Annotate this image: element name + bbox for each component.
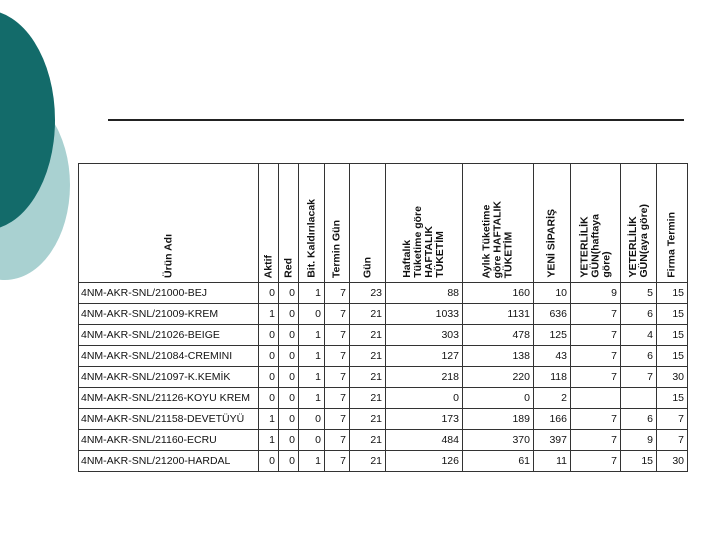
column-header-line: TÜKETİM xyxy=(502,231,515,278)
table-cell: 7 xyxy=(657,409,688,430)
table-cell: 0 xyxy=(299,430,325,451)
table-cell: 1 xyxy=(299,388,325,409)
table-cell: 636 xyxy=(534,304,571,325)
table-cell: 1 xyxy=(299,367,325,388)
table-cell: 61 xyxy=(463,451,534,472)
column-header-label xyxy=(163,234,174,278)
product-name-cell: 4NM-AKR-SNL/21160-ECRU xyxy=(79,430,259,451)
column-header-line: TÜKETİM xyxy=(434,231,447,278)
table-row xyxy=(79,283,688,304)
column-header-line: Termin Gün xyxy=(330,219,343,278)
column-header-label xyxy=(579,214,612,278)
table-cell: 303 xyxy=(386,325,463,346)
table-cell: 21 xyxy=(350,304,386,325)
table-cell: 21 xyxy=(350,367,386,388)
table-cell: 30 xyxy=(657,367,688,388)
column-header-line: GÜN(haftaya xyxy=(588,214,601,278)
product-name-cell: 4NM-AKR-SNL/21026-BEIGE xyxy=(79,325,259,346)
table-cell: 21 xyxy=(350,346,386,367)
column-header-line: Bit. Kaldırılacak xyxy=(304,199,317,278)
column-header-label xyxy=(627,204,649,278)
table-cell: 7 xyxy=(571,346,621,367)
table-cell: 0 xyxy=(279,388,299,409)
table-row xyxy=(79,451,688,472)
table-row xyxy=(79,430,688,451)
column-header xyxy=(621,164,657,283)
column-header-line: Firma Termin xyxy=(665,212,678,278)
product-name-cell: 4NM-AKR-SNL/21200-HARDAL xyxy=(79,451,259,472)
table-cell: 15 xyxy=(657,346,688,367)
table-cell: 189 xyxy=(463,409,534,430)
table-cell: 0 xyxy=(279,409,299,430)
column-header-label xyxy=(283,258,294,278)
table-cell: 7 xyxy=(571,325,621,346)
table-cell: 7 xyxy=(657,430,688,451)
table-cell: 7 xyxy=(621,367,657,388)
table-cell: 1 xyxy=(259,409,279,430)
table-cell: 21 xyxy=(350,325,386,346)
table-cell: 166 xyxy=(534,409,571,430)
column-header-line: YENİ SİPARİŞ xyxy=(545,209,558,278)
column-header-line: Haftalık xyxy=(400,240,413,278)
title-divider xyxy=(108,119,684,121)
table-cell: 0 xyxy=(279,430,299,451)
table-cell: 127 xyxy=(386,346,463,367)
column-header-label xyxy=(331,220,342,278)
table-cell: 478 xyxy=(463,325,534,346)
table-cell: 2 xyxy=(534,388,571,409)
column-header-line: Aylık Tüketime xyxy=(480,204,493,278)
table-cell: 1 xyxy=(259,304,279,325)
column-header xyxy=(534,164,571,283)
column-header-label xyxy=(362,257,373,278)
column-header xyxy=(79,164,259,283)
table-cell: 21 xyxy=(350,388,386,409)
column-header-line: göre) xyxy=(600,251,613,278)
table-cell: 7 xyxy=(325,388,350,409)
column-header xyxy=(259,164,279,283)
table-cell: 7 xyxy=(325,325,350,346)
table-cell: 7 xyxy=(571,304,621,325)
table-cell: 0 xyxy=(279,346,299,367)
table-cell: 9 xyxy=(621,430,657,451)
table-cell: 1 xyxy=(299,451,325,472)
product-name-cell: 4NM-AKR-SNL/21097-K.KEMİK xyxy=(79,367,259,388)
table-cell: 7 xyxy=(571,367,621,388)
column-header-label xyxy=(666,212,677,278)
table-cell xyxy=(571,388,621,409)
column-header-label xyxy=(306,199,317,278)
table-cell: 0 xyxy=(279,451,299,472)
table-cell: 218 xyxy=(386,367,463,388)
table-cell: 0 xyxy=(279,283,299,304)
column-header-line: göre HAFTALIK xyxy=(491,200,504,278)
table-cell: 0 xyxy=(386,388,463,409)
table-cell: 0 xyxy=(279,367,299,388)
table-cell: 160 xyxy=(463,283,534,304)
table-cell: 7 xyxy=(325,346,350,367)
table-cell: 1 xyxy=(299,283,325,304)
product-name-cell: 4NM-AKR-SNL/21126-KOYU KREM xyxy=(79,388,259,409)
table-cell: 0 xyxy=(299,409,325,430)
column-header-label xyxy=(546,209,557,278)
table-cell: 6 xyxy=(621,409,657,430)
table-cell: 23 xyxy=(350,283,386,304)
table-cell: 173 xyxy=(386,409,463,430)
table-cell: 7 xyxy=(571,430,621,451)
column-header xyxy=(325,164,350,283)
table-cell: 88 xyxy=(386,283,463,304)
table-cell: 0 xyxy=(259,325,279,346)
table-cell: 0 xyxy=(259,388,279,409)
table-cell: 7 xyxy=(571,409,621,430)
table-row xyxy=(79,367,688,388)
table-cell: 397 xyxy=(534,430,571,451)
column-header xyxy=(463,164,534,283)
table-cell: 15 xyxy=(657,283,688,304)
table-cell: 138 xyxy=(463,346,534,367)
order-table xyxy=(78,163,688,472)
table-row xyxy=(79,388,688,409)
column-header-line: YETERLİLİK xyxy=(626,216,639,278)
table-cell: 370 xyxy=(463,430,534,451)
table-cell: 484 xyxy=(386,430,463,451)
table-cell: 15 xyxy=(621,451,657,472)
table-cell: 9 xyxy=(571,283,621,304)
table-cell: 0 xyxy=(259,283,279,304)
table-cell: 0 xyxy=(279,325,299,346)
column-header-line: Tüketime göre xyxy=(411,206,424,278)
column-header xyxy=(571,164,621,283)
column-header-line: Ürün Adı xyxy=(161,234,174,278)
table-cell: 0 xyxy=(259,346,279,367)
table-cell: 21 xyxy=(350,430,386,451)
table-cell: 7 xyxy=(325,283,350,304)
table-cell: 7 xyxy=(571,451,621,472)
column-header-line: GÜN(aya göre) xyxy=(637,204,650,278)
table-cell: 30 xyxy=(657,451,688,472)
column-header xyxy=(279,164,299,283)
table-cell: 43 xyxy=(534,346,571,367)
table-cell: 15 xyxy=(657,325,688,346)
table-row xyxy=(79,304,688,325)
column-header-line: Aktif xyxy=(261,254,274,278)
column-header-label xyxy=(263,255,274,278)
column-header-line: Gün xyxy=(360,257,373,278)
table-cell: 21 xyxy=(350,409,386,430)
table-cell: 220 xyxy=(463,367,534,388)
table-cell: 126 xyxy=(386,451,463,472)
table-cell: 1 xyxy=(299,346,325,367)
table-cell: 7 xyxy=(325,451,350,472)
table-cell: 125 xyxy=(534,325,571,346)
table-row xyxy=(79,325,688,346)
column-header xyxy=(299,164,325,283)
table-cell: 0 xyxy=(259,451,279,472)
table-cell: 10 xyxy=(534,283,571,304)
table-cell: 6 xyxy=(621,304,657,325)
table-cell: 1131 xyxy=(463,304,534,325)
table-cell xyxy=(621,388,657,409)
table-cell: 7 xyxy=(325,409,350,430)
table-cell: 7 xyxy=(325,304,350,325)
product-name-cell: 4NM-AKR-SNL/21084-CREMINI xyxy=(79,346,259,367)
table-row xyxy=(79,346,688,367)
table-cell: 1 xyxy=(259,430,279,451)
table-cell: 1 xyxy=(299,325,325,346)
table-cell: 7 xyxy=(325,367,350,388)
product-name-cell: 4NM-AKR-SNL/21009-KREM xyxy=(79,304,259,325)
table-cell: 15 xyxy=(657,388,688,409)
table-cell: 0 xyxy=(299,304,325,325)
column-header-line: YETERLİLİK xyxy=(577,216,590,278)
column-header xyxy=(386,164,463,283)
table-cell: 21 xyxy=(350,451,386,472)
table-header-row xyxy=(79,164,688,283)
table-row xyxy=(79,409,688,430)
column-header xyxy=(350,164,386,283)
table-cell: 15 xyxy=(657,304,688,325)
column-header-line: Red xyxy=(281,258,294,278)
column-header-label xyxy=(402,206,446,278)
product-name-cell: 4NM-AKR-SNL/21158-DEVETÜYÜ xyxy=(79,409,259,430)
table-cell: 0 xyxy=(463,388,534,409)
product-name-cell: 4NM-AKR-SNL/21000-BEJ xyxy=(79,283,259,304)
column-header-label xyxy=(481,201,514,278)
table-cell: 5 xyxy=(621,283,657,304)
table-cell: 0 xyxy=(259,367,279,388)
table-cell: 4 xyxy=(621,325,657,346)
table-cell: 1033 xyxy=(386,304,463,325)
table-cell: 11 xyxy=(534,451,571,472)
table-cell: 7 xyxy=(325,430,350,451)
table-cell: 0 xyxy=(279,304,299,325)
column-header-line: HAFTALIK xyxy=(423,226,435,278)
table-cell: 6 xyxy=(621,346,657,367)
column-header xyxy=(657,164,688,283)
table-cell: 118 xyxy=(534,367,571,388)
